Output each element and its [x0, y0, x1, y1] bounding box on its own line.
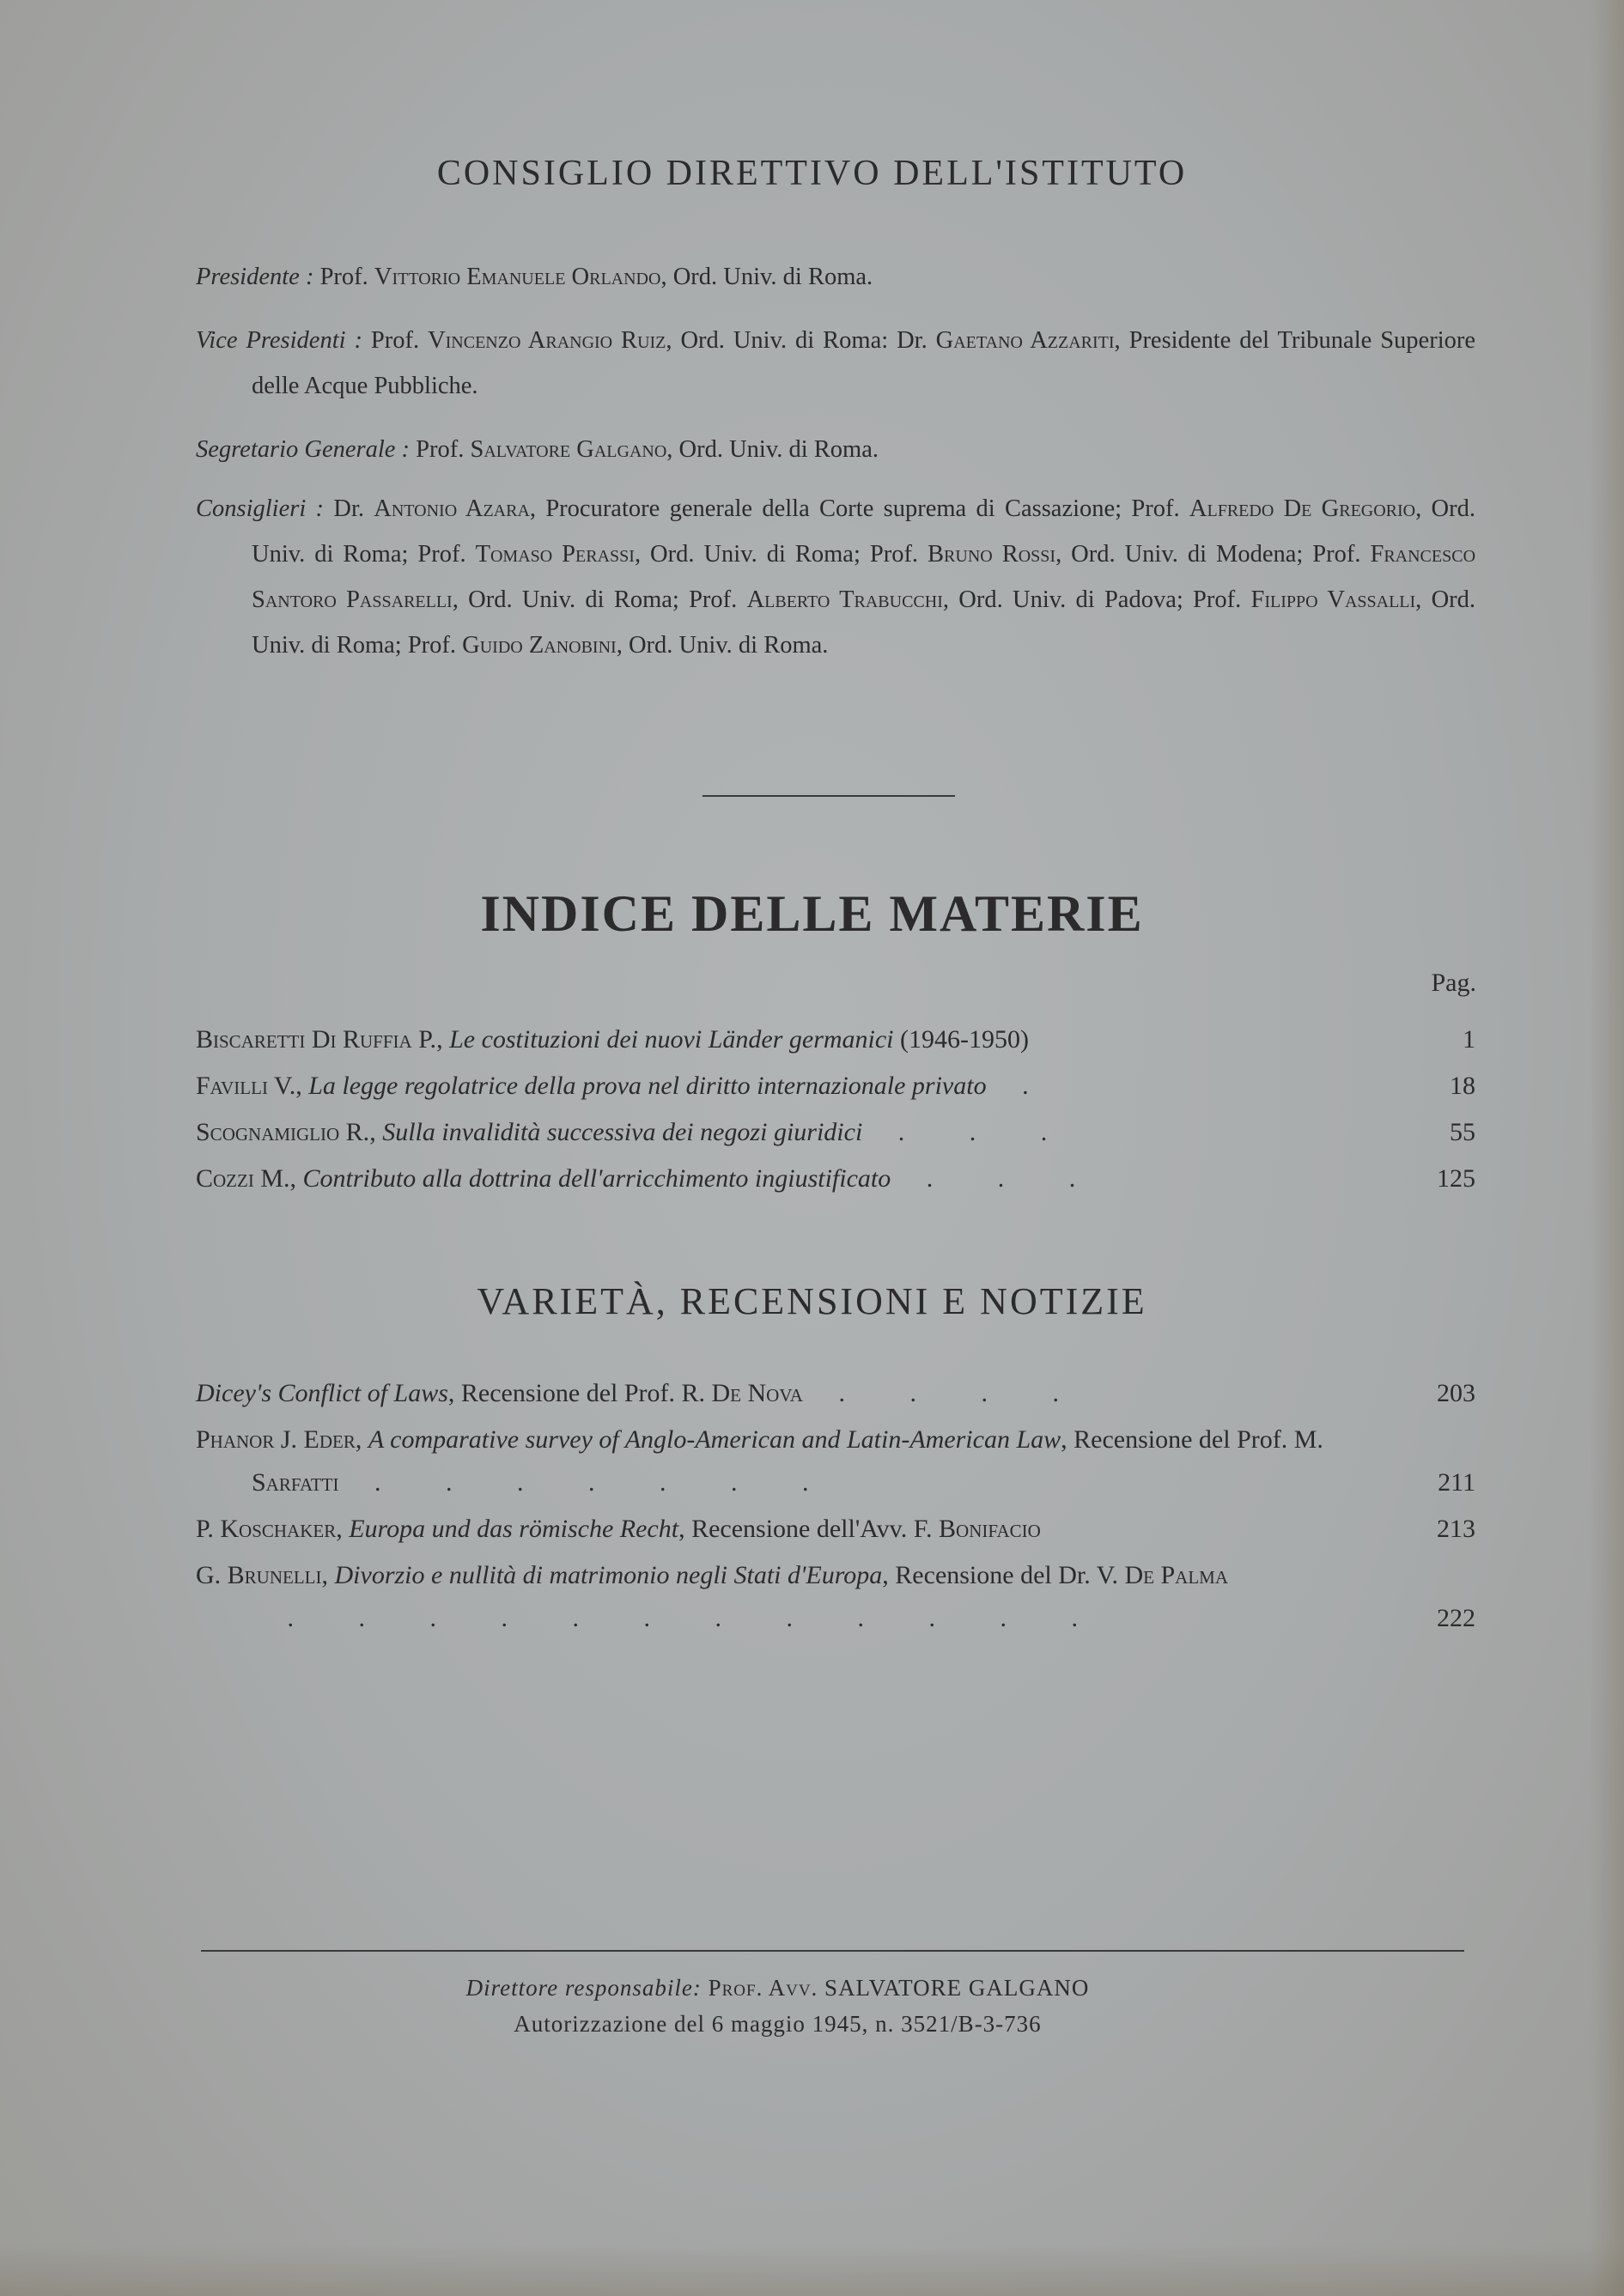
toc-entry-page: 211 — [1438, 1468, 1475, 1497]
text-segment: , Procuratore generale della Corte suprema di Cassazione; Prof. — [529, 495, 1189, 522]
text-segment: Vittorio Emanuele Orlando — [374, 264, 661, 290]
paper-edge — [0, 2244, 1624, 2296]
text-segment: A comparative survey of Anglo-American and Latin-American Law — [368, 1425, 1061, 1454]
text-segment: Alfredo De Gregorio — [1189, 495, 1416, 522]
text-segment: Dicey's Conflict of Laws — [196, 1379, 448, 1407]
text-segment: Antonio Azara — [374, 495, 530, 522]
footer-director — [0, 1975, 1590, 2001]
dot-leader: . . . . — [802, 1379, 1088, 1407]
text-segment: , Recensione del Prof. R. — [447, 1379, 712, 1407]
text-segment: SALVATORE GALGANO — [824, 1975, 1090, 2001]
toc-entry — [196, 1111, 1475, 1154]
varieta-list — [196, 1372, 1475, 1640]
text-segment: , Ord. Univ. di Roma. — [616, 632, 829, 659]
toc-entry-text — [196, 1372, 1407, 1415]
text-segment: , Recensione del Prof. M. — [1061, 1425, 1323, 1454]
text-segment: Prof. Avv. — [708, 1975, 825, 2001]
text-segment: Bruno Rossi — [928, 541, 1056, 568]
text-segment: , — [436, 1025, 450, 1054]
dot-leader: . . . . . . . — [338, 1468, 838, 1497]
council-members-councillors — [196, 486, 1475, 668]
footer-rule — [201, 1950, 1464, 1952]
toc-entry — [196, 1372, 1475, 1415]
text-segment: Francesco Santoro Passarelli — [252, 541, 1476, 613]
text-segment: , Ord. Univ. di Roma: Dr. — [666, 327, 936, 354]
text-segment: , — [336, 1515, 350, 1543]
paper-edge — [1590, 0, 1624, 2296]
toc-entry-page: 213 — [1437, 1515, 1475, 1543]
text-segment: , — [295, 1072, 309, 1100]
text-segment: , Ord. Univ. di Padova; Prof. — [942, 586, 1251, 613]
toc-entry-text — [196, 1111, 1407, 1154]
text-segment: , Recensione del Dr. V. — [882, 1561, 1125, 1589]
toc-entry-page: 125 — [1437, 1164, 1475, 1193]
text-segment: , — [369, 1118, 383, 1146]
text-segment: Cozzi M. — [196, 1164, 290, 1193]
toc-entry-text — [196, 1508, 1407, 1551]
text-segment: , — [289, 1164, 303, 1193]
text-segment: Scognamiglio R. — [196, 1118, 370, 1146]
text-segment: Segretario Generale : — [196, 436, 417, 463]
toc-entry-page: 55 — [1450, 1118, 1475, 1146]
text-segment: Prof. — [416, 436, 471, 463]
text-segment: Le costituzioni dei nuovi Länder germanici — [449, 1025, 894, 1054]
text-segment: Contributo alla dottrina dell'arricchimento ingiustificato — [302, 1164, 891, 1193]
toc-entry-page: 222 — [1437, 1604, 1475, 1632]
toc-entry-text — [196, 1065, 1407, 1108]
text-segment: Sulla invalidità successiva dei negozi giuridici — [382, 1118, 863, 1146]
page-column-label: Pag. — [1431, 969, 1476, 997]
index-list — [196, 1018, 1475, 1200]
text-segment: (1946-1950) — [893, 1025, 1030, 1054]
text-segment: Filippo Vassalli — [1250, 586, 1416, 613]
text-segment: Presidente : — [196, 264, 320, 290]
text-segment: , Ord. Univ. di Roma; Prof. — [252, 495, 1476, 568]
text-segment: , Ord. Univ. di Roma. — [666, 436, 879, 463]
toc-entry-page: 1 — [1463, 1025, 1475, 1054]
text-segment: Prof. — [319, 264, 374, 290]
text-segment: Alberto Trabucchi — [746, 586, 943, 613]
toc-entry-page: 203 — [1437, 1379, 1475, 1407]
divider — [703, 795, 955, 797]
text-segment: De Nova — [711, 1379, 803, 1407]
council-title: CONSIGLIO DIRETTIVO DELL'ISTITUTO — [436, 154, 1188, 193]
text-segment: Vice Presidenti : — [196, 327, 371, 354]
text-segment: Consiglieri : — [196, 495, 334, 522]
dot-leader: . . . . . . . . . . . . — [252, 1604, 1107, 1632]
toc-entry-text — [196, 1157, 1407, 1200]
toc-entry — [196, 1065, 1475, 1108]
dot-leader: . . . — [891, 1164, 1105, 1193]
varieta-title: VARIETÀ, RECENSIONI E NOTIZIE — [477, 1280, 1147, 1322]
text-segment: Vincenzo Arangio Ruiz — [428, 327, 666, 354]
text-segment: P. Koschaker — [196, 1515, 337, 1543]
text-segment: Salvatore Galgano — [470, 436, 667, 463]
text-segment: , Ord. Univ. di Modena; Prof. — [1055, 541, 1371, 568]
text-segment: Favilli V. — [196, 1072, 296, 1100]
toc-entry-page: 18 — [1450, 1072, 1475, 1100]
text-segment: , Ord. Univ. di Roma; Prof. — [634, 541, 928, 568]
text-segment: , Ord. Univ. di Roma. — [660, 264, 873, 290]
toc-entry — [196, 1508, 1475, 1551]
text-segment: , Recensione dell'Avv. F. — [678, 1515, 940, 1543]
text-segment: La legge regolatrice della prova nel diritto internazionale privato — [308, 1072, 987, 1100]
text-segment: Biscaretti Di Ruffia P. — [196, 1025, 437, 1054]
text-segment: Prof. — [370, 327, 429, 354]
text-segment: Gaetano Azzariti — [935, 327, 1115, 354]
text-segment: Sarfatti — [252, 1468, 339, 1497]
text-segment: De Palma — [1124, 1561, 1228, 1589]
text-segment: G. Brunelli — [196, 1561, 322, 1589]
council-member-vice-presidents — [196, 318, 1475, 409]
text-segment: Europa und das römische Recht — [349, 1515, 679, 1543]
toc-entry — [196, 1157, 1475, 1200]
toc-entry-text — [196, 1418, 1407, 1504]
toc-entry — [196, 1554, 1475, 1640]
text-segment: Divorzio e nullità di matrimonio negli Stati d'Europa — [334, 1561, 883, 1589]
toc-entry — [196, 1418, 1475, 1504]
toc-entry-text — [196, 1554, 1407, 1640]
council-member-president — [196, 254, 1475, 300]
dot-leader: . — [986, 1072, 1058, 1100]
text-segment: , Ord. Univ. di Roma; Prof. — [252, 586, 1476, 659]
text-segment: Dr. — [333, 495, 374, 522]
text-segment: , Presidente del Tribunale Superiore delle Acque Pubbliche. — [252, 327, 1475, 399]
text-segment: Tomaso Perassi — [475, 541, 635, 568]
text-segment: Direttore responsabile: — [465, 1975, 709, 2001]
text-segment: , — [355, 1425, 368, 1454]
council-member-secretary — [196, 427, 1475, 472]
index-title: INDICE DELLE MATERIE — [480, 885, 1144, 942]
footer-authorization: Autorizzazione del 6 maggio 1945, n. 3521/B-3-736 — [514, 2011, 1042, 2037]
toc-entry — [196, 1018, 1475, 1061]
text-segment: , — [321, 1561, 335, 1589]
toc-entry-text — [196, 1018, 1407, 1061]
text-segment: , Ord. Univ. di Roma; Prof. — [452, 586, 747, 613]
text-segment: Bonifacio — [939, 1515, 1041, 1543]
dot-leader: . . . — [862, 1118, 1077, 1146]
text-segment: Phanor J. Eder — [196, 1425, 356, 1454]
text-segment: Guido Zanobini — [462, 632, 617, 659]
